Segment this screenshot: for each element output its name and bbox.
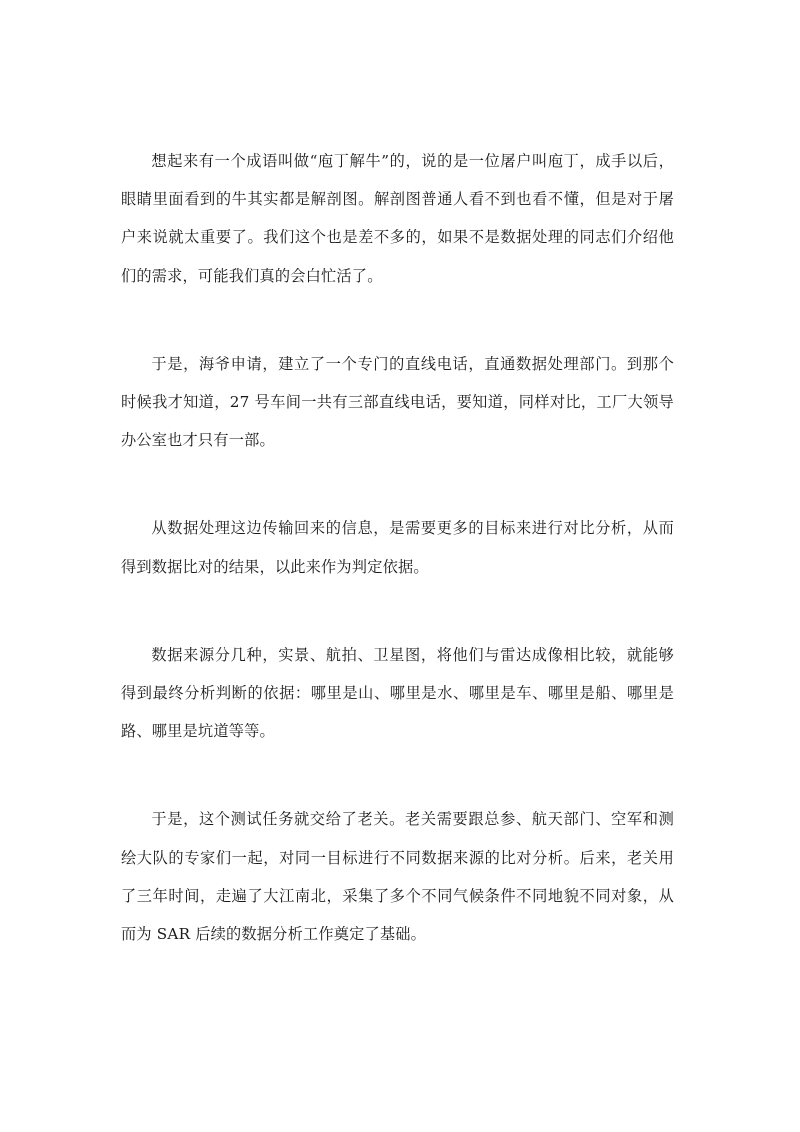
paragraph-2: 于是，海爷申请，建立了一个专门的直线电话，直通数据处理部门。到那个时候我才知道，27 号车间一共有三部直线电话，要知道，同样对比，工厂大领导办公室也才只有一部。 xyxy=(121,354,674,450)
paragraph-spacer xyxy=(121,295,674,345)
paragraph-spacer xyxy=(121,459,674,509)
paragraph-spacer xyxy=(121,586,674,636)
paragraph-3: 从数据处理这边传输回来的信息，是需要更多的目标来进行对比分析，从而得到数据比对的结果，以此来作为判定依据。 xyxy=(121,519,674,576)
paragraph-1: 想起来有一个成语叫做“庖丁解牛”的，说的是一位屠户叫庖丁，成手以后，眼睛里面看到的牛其实都是解剖图。解剖图普通人看不到也看不懂，但是对于屠户来说就太重要了。我们这个也是差不多的，如果不是数据处理的同志们介绍他们的需求，可能我们真的会白忙活了。 xyxy=(121,152,674,285)
paragraph-5: 于是，这个测试任务就交给了老关。老关需要跟总参、航天部门、空军和测绘大队的专家们一起，对同一目标进行不同数据来源的比对分析。后来，老关用了三年时间，走遍了大江南北，采集了多个不同气候条件不同地貌不同对象，从而为 SAR 后续的数据分析工作奠定了基础。 xyxy=(121,810,674,944)
paragraph-4: 数据来源分几种，实景、航拍、卫星图，将他们与雷达成像相比较，就能够得到最终分析判断的依据：哪里是山、哪里是水、哪里是车、哪里是船、哪里是路、哪里是坑道等等。 xyxy=(121,645,674,741)
paragraph-spacer xyxy=(121,750,674,800)
document-body xyxy=(121,142,674,953)
